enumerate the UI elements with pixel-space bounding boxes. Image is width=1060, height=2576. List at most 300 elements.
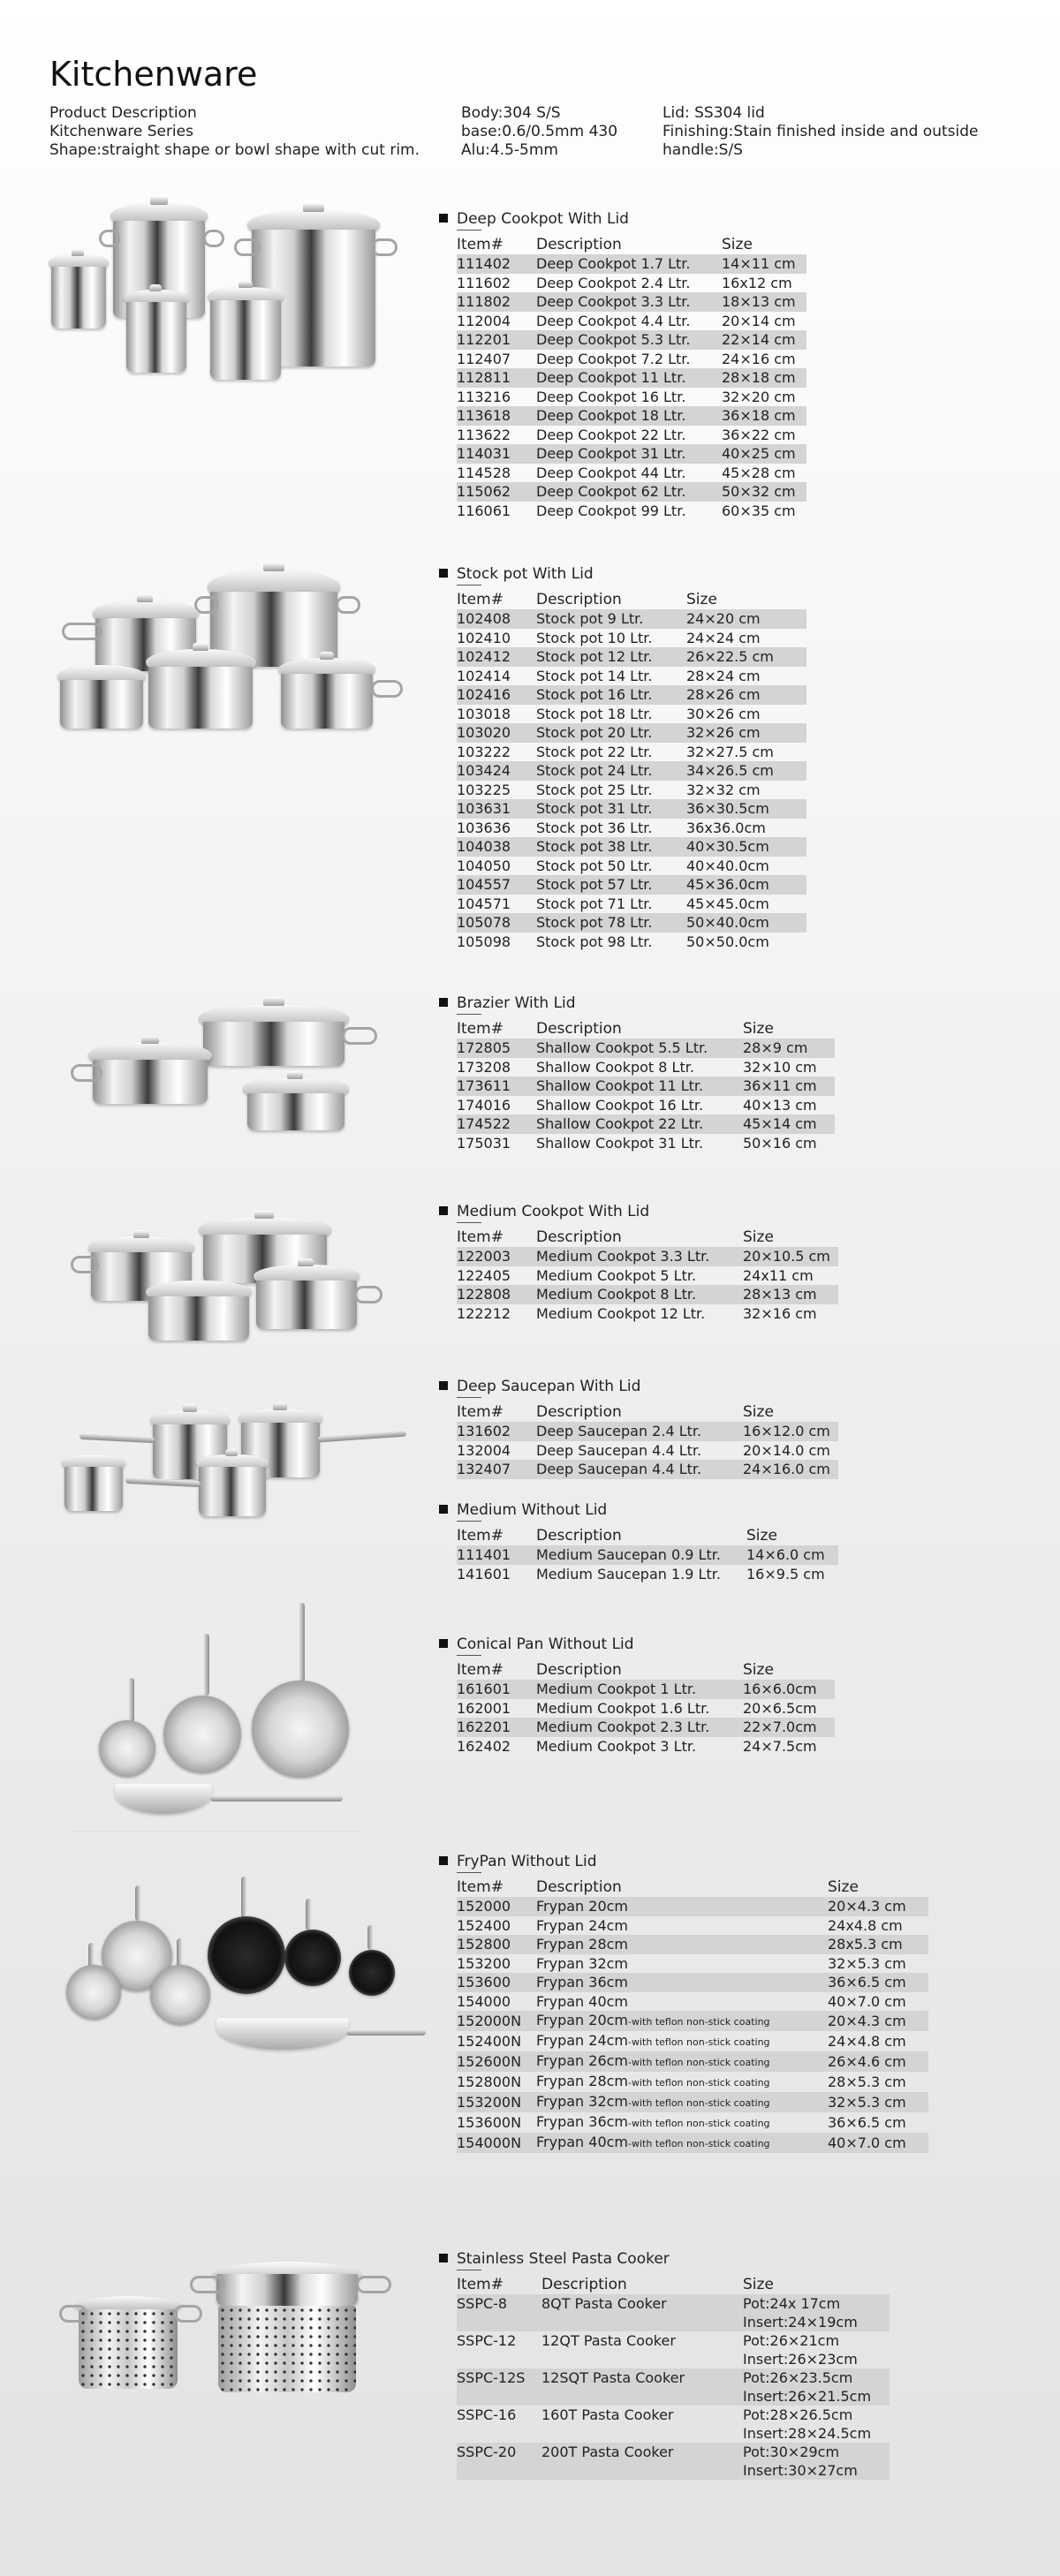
- item-size: 18×13 cm: [722, 292, 806, 312]
- table-row: [457, 406, 806, 426]
- item-size: 40×7.0 cm: [828, 2133, 928, 2153]
- section-title: [439, 2248, 890, 2270]
- table-row: [457, 274, 806, 293]
- item-description: Stock pot 14 Ltr.: [536, 667, 653, 684]
- bullet-icon: [439, 1856, 448, 1865]
- desc-line: Kitchenware Series: [49, 123, 193, 140]
- table-row: [457, 1935, 928, 1954]
- stock-pot-image: [53, 561, 406, 737]
- table-row: [457, 388, 806, 407]
- table-row: [457, 1134, 835, 1153]
- item-size: 50×50.0cm: [686, 933, 769, 950]
- table-header-row: [457, 1402, 838, 1422]
- item-description: Frypan 24cm: [536, 1916, 629, 1934]
- coating-note: -with teflon non-stick coating: [628, 2097, 770, 2109]
- section-title-text: Deep Saucepan With Lid: [457, 1378, 641, 1395]
- section-title-text: Medium Without Lid: [457, 1501, 608, 1519]
- item-size: 24×16 cm: [722, 350, 796, 367]
- item-number: 102408: [457, 609, 536, 629]
- item-size: 36×11 cm: [743, 1076, 835, 1096]
- table-row: [457, 1247, 838, 1266]
- item-size: 50×16 cm: [743, 1134, 817, 1152]
- coating-note: -with teflon non-stick coating: [628, 2138, 770, 2149]
- item-size: 20×4.3 cm: [828, 1897, 928, 1916]
- item-size: 28×24 cm: [686, 667, 761, 684]
- item-number: 111802: [457, 292, 536, 312]
- header-description: Description: [536, 236, 622, 253]
- item-size: 40×13 cm: [743, 1096, 817, 1114]
- table-row: [457, 647, 806, 667]
- item-size: 16×6.0cm: [743, 1680, 835, 1699]
- frypan-image: [62, 1872, 433, 2066]
- item-number: 103631: [457, 799, 536, 819]
- insert-size: Insert:28×24.5cm: [743, 2425, 872, 2442]
- item-size: 16×9.5 cm: [746, 1565, 825, 1583]
- item-size: 24×24 cm: [686, 629, 761, 646]
- item-number: 154000: [457, 1992, 511, 2010]
- item-description: Stock pot 16 Ltr.: [536, 685, 686, 705]
- section-title-text: Deep Cookpot With Lid: [457, 210, 629, 228]
- insert-size: Insert:30×27cm: [743, 2462, 858, 2479]
- bullet-icon: [439, 1505, 448, 1514]
- bullet-icon: [439, 569, 448, 578]
- section-title-text: FryPan Without Lid: [457, 1853, 597, 1870]
- item-number: 103424: [457, 761, 536, 781]
- item-size: 20×4.3 cm: [828, 2011, 928, 2031]
- item-description: Medium Cookpot 1 Ltr.: [536, 1680, 743, 1699]
- item-description-text: Frypan 32cm: [536, 2093, 629, 2110]
- item-number: 132004: [457, 1441, 511, 1459]
- section-deep-cookpot: [439, 208, 806, 520]
- item-size: [743, 2443, 890, 2480]
- item-size: 20×14.0 cm: [743, 1441, 830, 1459]
- table-row: [457, 350, 806, 369]
- table-row: [457, 2443, 890, 2480]
- table-row: [457, 1992, 928, 2012]
- table-header-row: [457, 1019, 835, 1039]
- table-row: [457, 1460, 838, 1479]
- header-item: Item#: [457, 2276, 504, 2293]
- section-title: [439, 1376, 838, 1397]
- item-size: 36×30.5cm: [686, 799, 806, 819]
- table-row: [457, 330, 806, 350]
- item-description: Deep Saucepan 2.4 Ltr.: [536, 1422, 743, 1441]
- section-conical-pan: [439, 1634, 835, 1756]
- table-row: [457, 2133, 928, 2153]
- insert-size: Insert:24×19cm: [743, 2314, 858, 2330]
- coating-note: -with teflon non-stick coating: [628, 2016, 770, 2028]
- item-size: 50×32 cm: [722, 482, 806, 502]
- item-size: 20×6.5cm: [743, 1699, 817, 1717]
- item-number: 152600N: [457, 2051, 536, 2072]
- item-size: 24×7.5cm: [743, 1737, 817, 1755]
- item-description: Deep Cookpot 5.3 Ltr.: [536, 330, 722, 350]
- item-number: 161601: [457, 1680, 536, 1699]
- header-size: Size: [743, 1228, 774, 1246]
- item-description: Deep Cookpot 31 Ltr.: [536, 444, 722, 464]
- table-row: [457, 1076, 835, 1096]
- item-number: 122212: [457, 1304, 511, 1322]
- item-description: Stock pot 12 Ltr.: [536, 647, 686, 667]
- item-size: 32×20 cm: [722, 388, 796, 405]
- table-row: [457, 705, 806, 724]
- table-row: [457, 254, 806, 274]
- item-description: Stock pot 57 Ltr.: [536, 875, 686, 895]
- item-number: 112407: [457, 350, 511, 367]
- section-stock-pot: [439, 563, 806, 951]
- table-row: [457, 1565, 838, 1584]
- item-description: Shallow Cookpot 31 Ltr.: [536, 1134, 704, 1152]
- item-size: 14×11 cm: [722, 254, 806, 274]
- table-row: [457, 1897, 928, 1916]
- coating-note: -with teflon non-stick coating: [628, 2077, 770, 2089]
- table-row: [457, 875, 806, 895]
- table-row: [457, 609, 806, 629]
- product-table: [457, 1019, 835, 1152]
- header-item: Item#: [457, 1403, 504, 1421]
- section-medium-cookpot: [439, 1201, 838, 1323]
- section-pasta-cooker: [439, 2248, 890, 2480]
- bullet-icon: [439, 998, 448, 1007]
- section-title: [439, 993, 835, 1014]
- brazier-image: [66, 993, 384, 1135]
- item-description: Deep Cookpot 22 Ltr.: [536, 426, 686, 443]
- item-size: 36x36.0cm: [686, 819, 766, 836]
- table-row: [457, 2294, 890, 2331]
- coating-note: -with teflon non-stick coating: [628, 2036, 770, 2048]
- desc-line: Product Description: [49, 104, 197, 122]
- item-size: 28×5.3 cm: [828, 2074, 906, 2090]
- item-description: Medium Saucepan 0.9 Ltr.: [536, 1545, 746, 1565]
- table-row: [457, 502, 806, 521]
- item-size: 24×4.8 cm: [828, 2033, 906, 2050]
- table-row: [457, 1058, 835, 1077]
- section-brazier: [439, 993, 835, 1152]
- item-number: 152000: [457, 1897, 536, 1916]
- header-description: Description: [536, 1020, 622, 1038]
- item-number: 103636: [457, 819, 511, 836]
- section-title-text: Conical Pan Without Lid: [457, 1635, 634, 1653]
- table-row: [457, 1266, 838, 1286]
- item-number: 141601: [457, 1565, 511, 1583]
- deep-cookpot-image: [44, 194, 406, 389]
- table-row: [457, 1285, 838, 1304]
- item-size: 20×10.5 cm: [743, 1247, 838, 1266]
- item-number: 173611: [457, 1076, 536, 1096]
- item-description: Stock pot 38 Ltr.: [536, 837, 686, 857]
- item-number: 114031: [457, 444, 536, 464]
- item-number: 112811: [457, 368, 536, 388]
- product-description-left: [49, 104, 420, 160]
- header-description: Description: [536, 1228, 622, 1246]
- item-number: 103225: [457, 781, 511, 798]
- table-row: [457, 1096, 835, 1115]
- item-number: 103020: [457, 723, 536, 743]
- item-number: 102412: [457, 647, 536, 667]
- deep-saucepan-image: [44, 1400, 415, 1523]
- item-size: 32×26 cm: [686, 723, 806, 743]
- product-table: [457, 1228, 838, 1323]
- table-row: [457, 2331, 890, 2368]
- bullet-icon: [439, 1381, 448, 1390]
- table-row: [457, 1680, 835, 1699]
- item-size: [743, 2331, 890, 2368]
- table-row: [457, 2368, 890, 2406]
- item-size: 28×13 cm: [743, 1285, 838, 1304]
- item-number: 152400: [457, 1916, 511, 1934]
- header-item: Item#: [457, 1878, 504, 1896]
- item-size: 45×28 cm: [722, 464, 796, 481]
- item-description: Stock pot 24 Ltr.: [536, 761, 686, 781]
- header-description: Description: [536, 591, 622, 608]
- item-description: 8QT Pasta Cooker: [541, 2294, 743, 2331]
- item-description: Shallow Cookpot 5.5 Ltr.: [536, 1039, 743, 1058]
- item-size: 40×30.5cm: [686, 837, 806, 857]
- medium-cookpot-image: [66, 1210, 384, 1351]
- table-row: [457, 1954, 928, 1974]
- table-row: [457, 685, 806, 705]
- header-item: Item#: [457, 591, 504, 608]
- header-description: Description: [541, 2276, 627, 2293]
- item-description-text: Frypan 20cm: [536, 2012, 629, 2028]
- item-size: 24×20 cm: [686, 609, 806, 629]
- item-description: [536, 2051, 828, 2072]
- table-row: [457, 2011, 928, 2031]
- item-description: Stock pot 20 Ltr.: [536, 723, 686, 743]
- table-row: [457, 667, 806, 686]
- item-description: Stock pot 18 Ltr.: [536, 705, 653, 722]
- item-number: 162201: [457, 1718, 536, 1737]
- item-number: SSPC-12S: [457, 2368, 541, 2406]
- item-description: 200T Pasta Cooker: [541, 2443, 743, 2480]
- item-size: 32×16 cm: [743, 1304, 817, 1322]
- item-description: 12QT Pasta Cooker: [541, 2332, 676, 2349]
- product-table: [457, 590, 806, 951]
- table-row: [457, 426, 806, 445]
- item-description: Stock pot 31 Ltr.: [536, 799, 686, 819]
- item-size: 24x11 cm: [743, 1266, 814, 1284]
- item-number: SSPC-16: [457, 2406, 517, 2423]
- item-description: Frypan 36cm: [536, 1973, 828, 1992]
- header-size: Size: [743, 1661, 774, 1679]
- item-number: 152800: [457, 1935, 536, 1954]
- item-description: Medium Cookpot 1.6 Ltr.: [536, 1699, 710, 1717]
- item-description: [536, 2031, 828, 2051]
- item-description-text: Frypan 28cm: [536, 2073, 629, 2089]
- item-size: 30×26 cm: [686, 705, 761, 722]
- product-table: [457, 2275, 890, 2480]
- item-number: 102414: [457, 667, 511, 684]
- header-size: Size: [746, 1527, 777, 1545]
- item-description: Deep Cookpot 62 Ltr.: [536, 482, 722, 502]
- insert-size: Insert:26×21.5cm: [743, 2388, 872, 2405]
- item-number: 104557: [457, 875, 536, 895]
- item-number: 112004: [457, 312, 511, 329]
- item-number: 154000N: [457, 2133, 536, 2153]
- table-row: [457, 723, 806, 743]
- item-number: 122003: [457, 1247, 536, 1266]
- desc-line: handle:S/S: [662, 141, 743, 159]
- header-description: Description: [536, 1878, 622, 1896]
- table-row: [457, 1304, 838, 1324]
- item-description: Medium Saucepan 1.9 Ltr.: [536, 1565, 721, 1583]
- item-size: 26×4.6 cm: [828, 2051, 928, 2072]
- item-number: 131602: [457, 1422, 536, 1441]
- item-number: 105078: [457, 913, 536, 933]
- product-description-finish: [662, 104, 978, 160]
- item-description: Deep Cookpot 4.4 Ltr.: [536, 312, 691, 329]
- item-description: Stock pot 78 Ltr.: [536, 913, 686, 933]
- item-number: 153600: [457, 1973, 536, 1992]
- item-description: Stock pot 71 Ltr.: [536, 895, 653, 912]
- item-description: Frypan 20cm: [536, 1897, 828, 1916]
- item-description: Deep Cookpot 44 Ltr.: [536, 464, 686, 481]
- item-description: [536, 2092, 828, 2112]
- item-description: Deep Cookpot 18 Ltr.: [536, 406, 722, 426]
- bullet-icon: [439, 2254, 448, 2262]
- item-size: 60×35 cm: [722, 502, 796, 519]
- item-size: 20×14 cm: [722, 312, 796, 329]
- section-deep-saucepan: [439, 1376, 838, 1479]
- item-description: Stock pot 10 Ltr.: [536, 629, 653, 646]
- item-description: Shallow Cookpot 8 Ltr.: [536, 1058, 694, 1076]
- desc-line: base:0.6/0.5mm 430: [461, 123, 618, 140]
- section-title-text: Stock pot With Lid: [457, 565, 594, 583]
- item-number: 102410: [457, 629, 511, 646]
- item-description: 160T Pasta Cooker: [541, 2406, 674, 2423]
- section-title: [439, 1201, 838, 1222]
- item-description: Stock pot 98 Ltr.: [536, 933, 653, 950]
- item-description: Deep Cookpot 7.2 Ltr.: [536, 350, 691, 367]
- item-description: Frypan 28cm: [536, 1935, 828, 1954]
- item-number: 113216: [457, 388, 511, 405]
- bullet-icon: [439, 1206, 448, 1215]
- item-description: [536, 2072, 828, 2092]
- item-size: 40×25 cm: [722, 444, 806, 464]
- table-row: [457, 1737, 835, 1756]
- table-row: [457, 1114, 835, 1134]
- header-description: Description: [536, 1527, 622, 1545]
- item-number: 113618: [457, 406, 536, 426]
- header-size: Size: [686, 591, 717, 608]
- table-row: [457, 1039, 835, 1058]
- table-row: [457, 368, 806, 388]
- item-size: 45×36.0cm: [686, 875, 806, 895]
- pot-size: Pot:26×21cm: [743, 2332, 840, 2349]
- item-number: 103222: [457, 743, 511, 760]
- item-description-text: Frypan 26cm: [536, 2052, 629, 2069]
- item-number: 111402: [457, 254, 536, 274]
- item-size: [743, 2294, 890, 2331]
- section-title: [439, 1500, 838, 1521]
- item-size: 28×9 cm: [743, 1039, 835, 1058]
- item-size: 22×14 cm: [722, 330, 806, 350]
- table-row: [457, 2092, 928, 2112]
- item-description: Medium Cookpot 5 Ltr.: [536, 1266, 697, 1284]
- item-number: 153600N: [457, 2114, 522, 2131]
- item-number: 162001: [457, 1699, 511, 1717]
- item-description: 12SQT Pasta Cooker: [541, 2368, 743, 2406]
- table-row: [457, 799, 806, 819]
- item-number: 153200: [457, 1954, 511, 1972]
- item-description: Deep Cookpot 11 Ltr.: [536, 368, 722, 388]
- item-number: 152400N: [457, 2033, 522, 2050]
- product-table: [457, 1660, 835, 1756]
- item-number: 111602: [457, 274, 511, 291]
- section-title-text: Stainless Steel Pasta Cooker: [457, 2250, 670, 2268]
- item-description: [536, 2133, 828, 2153]
- item-description: Deep Cookpot 1.7 Ltr.: [536, 254, 722, 274]
- item-description: Medium Cookpot 3.3 Ltr.: [536, 1247, 743, 1266]
- item-number: 152800N: [457, 2074, 522, 2090]
- table-row: [457, 1699, 835, 1719]
- item-size: [743, 2406, 890, 2443]
- item-size: 32×32 cm: [686, 781, 761, 798]
- item-size: 32×27.5 cm: [686, 743, 774, 760]
- table-header-row: [457, 1660, 835, 1680]
- item-number: 175031: [457, 1134, 511, 1152]
- item-number: 132407: [457, 1460, 536, 1479]
- table-row: [457, 895, 806, 914]
- header-item: Item#: [457, 1228, 504, 1246]
- desc-line: Alu:4.5-5mm: [461, 141, 558, 159]
- item-size: 36×22 cm: [722, 426, 796, 443]
- product-table: [457, 1526, 838, 1583]
- item-number: 103018: [457, 705, 511, 722]
- header-size: Size: [743, 1403, 774, 1421]
- item-description: Medium Cookpot 3 Ltr.: [536, 1737, 697, 1755]
- desc-line: Lid: SS304 lid: [662, 104, 765, 122]
- header-size: Size: [743, 1020, 774, 1038]
- table-row: [457, 761, 806, 781]
- pot-size: Pot:28×26.5cm: [743, 2406, 853, 2423]
- item-description: Stock pot 25 Ltr.: [536, 781, 653, 798]
- item-number: 104038: [457, 837, 536, 857]
- section-title: [439, 1634, 835, 1655]
- item-number: 112201: [457, 330, 536, 350]
- item-size: 50×40.0cm: [686, 913, 806, 933]
- item-description: Shallow Cookpot 22 Ltr.: [536, 1114, 743, 1134]
- item-number: 102416: [457, 685, 536, 705]
- table-row: [457, 913, 806, 933]
- table-row: [457, 819, 806, 838]
- item-size: 28×18 cm: [722, 368, 806, 388]
- table-row: [457, 2051, 928, 2072]
- item-description-text: Frypan 40cm: [536, 2134, 629, 2150]
- item-description: Deep Cookpot 16 Ltr.: [536, 388, 686, 405]
- section-title-text: Medium Cookpot With Lid: [457, 1203, 650, 1220]
- table-header-row: [457, 2275, 890, 2294]
- product-table: [457, 1402, 838, 1479]
- table-row: [457, 1422, 838, 1441]
- table-row: [457, 292, 806, 312]
- item-size: 32×5.3 cm: [828, 2092, 928, 2112]
- item-description: Stock pot 9 Ltr.: [536, 609, 686, 629]
- table-row: [457, 2112, 928, 2133]
- item-number: 113622: [457, 426, 511, 443]
- coating-note: -with teflon non-stick coating: [628, 2057, 770, 2068]
- item-size: 28x5.3 cm: [828, 1935, 928, 1954]
- desc-line: Shape:straight shape or bowl shape with cut rim.: [49, 141, 420, 159]
- item-number: 153200N: [457, 2092, 536, 2112]
- section-title: [439, 208, 806, 230]
- item-size: 36×18 cm: [722, 406, 806, 426]
- item-description: Deep Cookpot 2.4 Ltr.: [536, 274, 691, 291]
- item-description: Shallow Cookpot 11 Ltr.: [536, 1076, 743, 1096]
- table-row: [457, 1973, 928, 1992]
- table-header-row: [457, 1526, 838, 1545]
- conical-pan-image: [71, 1585, 371, 1832]
